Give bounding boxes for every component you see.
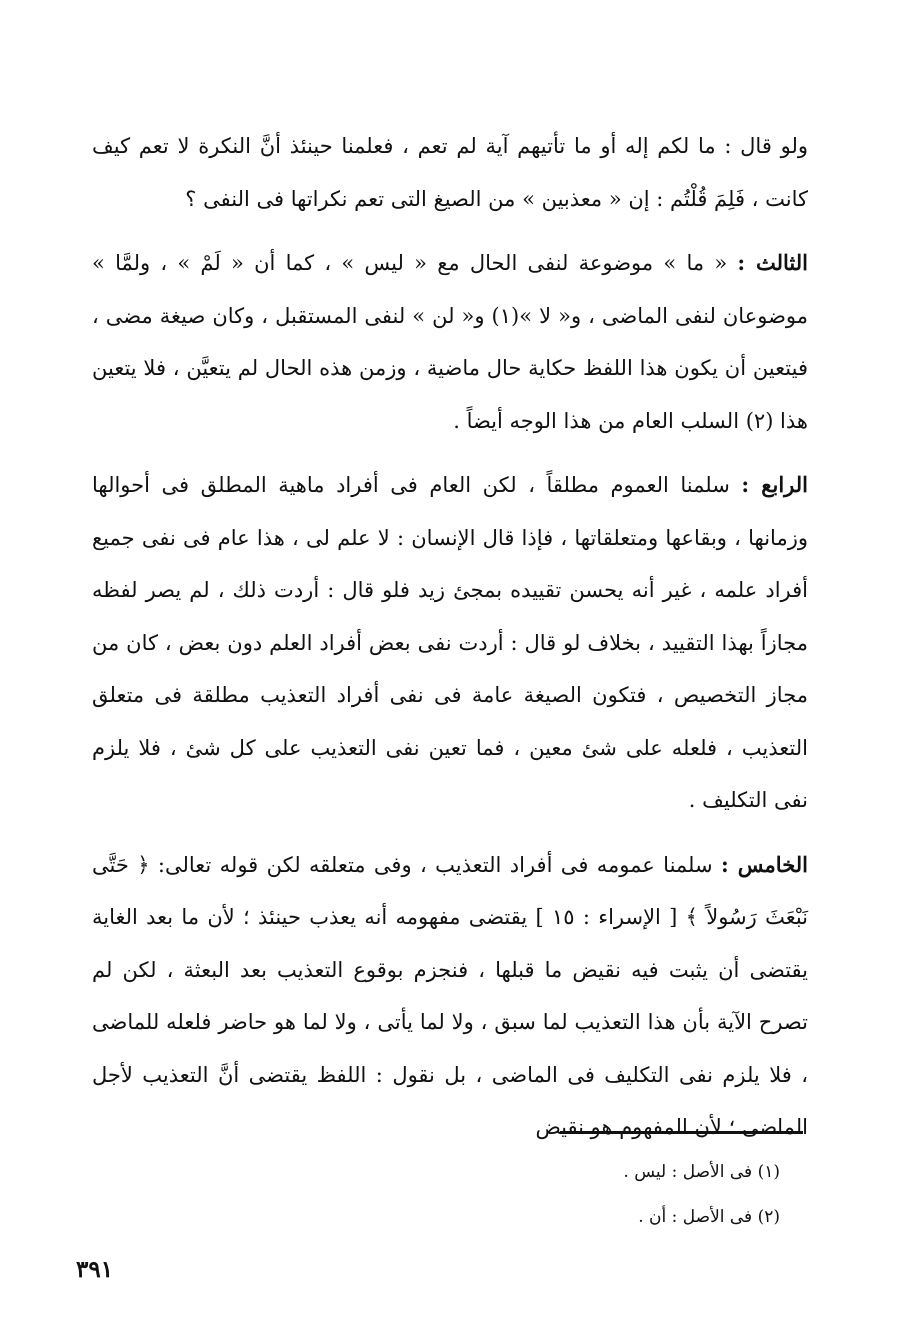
paragraph-lead: الرابع : bbox=[741, 472, 808, 497]
paragraph-lead: الخامس : bbox=[721, 851, 808, 877]
paragraph-1 bbox=[92, 120, 808, 225]
footnote-separator bbox=[560, 1131, 803, 1134]
main-text bbox=[92, 120, 808, 1154]
footnote-1: (١) فى الأصل : ليس . bbox=[623, 1162, 780, 1182]
paragraph-text: سلمنا عمومه فى أفراد التعذيب ، وفى متعلقه لكن قوله تعالى: ﴿ حَتَّى نَبْعَثَ رَسُولاً ﴾ [ الإسراء : ١٥ ] يقتضى مفهومه أنه يعذب حينئذ ؛ لأن ما بعد الغاية يقتضى أن يثبت فيه نقيض ما قبلها ، فنجزم بوقوع التعذيب بعد البعثة ، لكن لم تصرح الآية بأن هذا التعذيب لما سبق ، ولا لما يأتى ، ولا لما هو حاضر فلعله للماضى ، فلا يلزم نفى التكليف فى الماضى ، بل نقول : اللفظ يقتضى أنَّ التعذيب لأجل الماضى ؛ لأن المفهوم هو نقيض bbox=[92, 852, 809, 1139]
footnote-2: (٢) فى الأصل : أن . bbox=[638, 1207, 780, 1227]
footnotes bbox=[280, 1150, 780, 1240]
paragraph-2 bbox=[92, 237, 808, 447]
paragraph-3 bbox=[92, 459, 808, 827]
paragraph-text: « ما » موضوعة لنفى الحال مع « ليس » ، كما أن « لَمْ » ، ولمَّا » موضوعان لنفى الماضى ، و« لا »(١) و« لن » لنفى المستقبل ، وكان صيغة مضى ، فيتعين أن يكون هذا اللفظ حكاية حال ماضية ، وزمن هذه الحال لم يتعيَّن ، فلا يتعين هذا (٢) السلب العام من هذا الوجه أيضاً . bbox=[92, 251, 809, 433]
paragraph-text: سلمنا العموم مطلقاً ، لكن العام فى أفراد ماهية المطلق فى أحوالها وزمانها ، وبقاعها ومتعلقاتها ، فإذا قال الإنسان : لا علم لى ، هذا عام فى نفى جميع أفراد علمه ، غير أنه يحسن تقييده بمجئ زيد فلو قال : أردت ذلك ، لم يصر لفظه مجازاً بهذا التقييد ، بخلاف لو قال : أردت نفى بعض أفراد العلم دون بعض ، كان من مجاز التخصيص ، فتكون الصيغة عامة فى نفى أفراد التعذيب مطلقة فى متعلق التعذيب ، فلعله على شئ معين ، فما تعين نفى التعذيب على كل شئ ، فلا يلزم نفى التكليف . bbox=[92, 473, 808, 812]
paragraph-lead: الثالث : bbox=[737, 250, 808, 275]
page-number: ٣٩١ bbox=[76, 1256, 114, 1283]
paragraph-4 bbox=[92, 839, 808, 1154]
paragraph-text: ولو قال : ما لكم إله أو ما تأتيهم آية لم تعم ، فعلمنا حينئذ أنَّ النكرة لا تعم كيف كانت ، فَلِمَ قُلْتُم : إن « معذبين » من الصيغ التى تعم نكراتها فى النفى ؟ bbox=[92, 134, 808, 211]
